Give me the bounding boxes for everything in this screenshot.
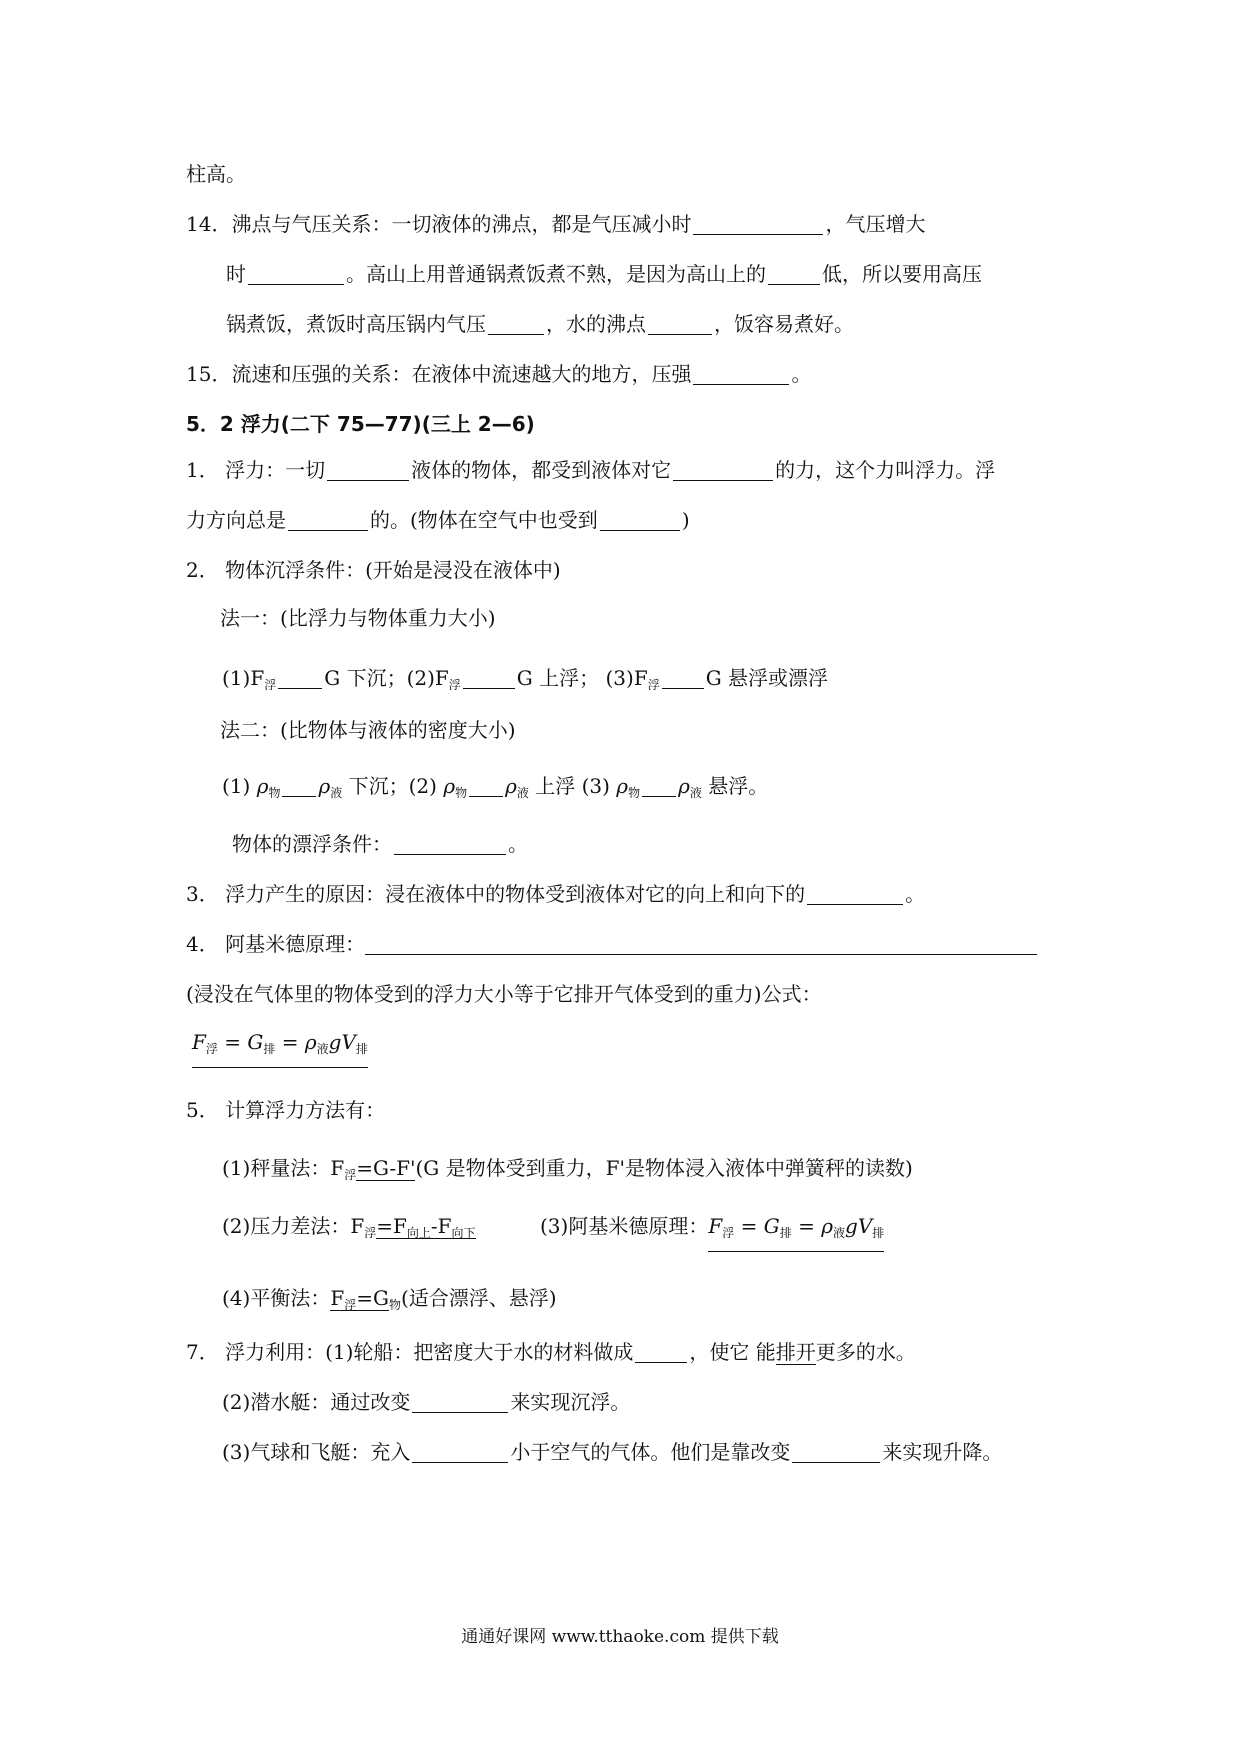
blank — [662, 668, 704, 689]
blank — [282, 776, 316, 797]
formula-underlined: $F_浮 = G_排 = \rho_液gV_排$ — [192, 1028, 368, 1068]
blank — [600, 510, 680, 531]
archimedes-formula — [192, 1028, 368, 1068]
floating-condition: 物体的漂浮条件： 。 — [232, 832, 528, 856]
page-footer: 通通好课网 www.tthaoke.com 提供下载 — [461, 1627, 779, 1647]
item-4: 4． 阿基米德原理： — [186, 930, 1037, 958]
method-2-title: 法二：(比物体与液体的密度大小) — [220, 718, 516, 742]
blank — [673, 460, 773, 481]
blank — [278, 668, 322, 689]
blank — [288, 510, 368, 531]
blank — [768, 264, 820, 285]
text-line: 柱高。 — [186, 162, 246, 186]
blank — [807, 884, 903, 905]
blank — [394, 834, 506, 855]
blank — [327, 460, 409, 481]
method-weighing: (1)秤量法：$F_浮=G-F'(G$ 是物体受到重力，F'是物体浸入液体中弹簧秤的读数) — [222, 1156, 913, 1182]
blank — [412, 1442, 508, 1463]
formula-underlined: $F_浮 = G_排 = \rho_液gV_排$ — [708, 1212, 884, 1252]
blank — [642, 776, 676, 797]
blank — [365, 934, 1037, 955]
blank — [693, 364, 789, 385]
item-4-note: (浸没在气体里的物体受到的浮力大小等于它排开气体受到的重力)公式： — [186, 982, 822, 1006]
method-balance: (4)平衡法：$F_浮=G_物$(适合漂浮、悬浮) — [222, 1286, 557, 1312]
blank — [635, 1342, 687, 1363]
item-2: 2． 物体沉浮条件：(开始是浸没在液体中) — [186, 558, 561, 582]
blank — [469, 776, 503, 797]
blank — [648, 314, 712, 335]
item-14-line-3: 锅煮饭，煮饭时高压锅内气压 ，水的沸点 ，饭容易煮好。 — [226, 312, 854, 336]
item-7-line-2: (2)潜水艇：通过改变 来实现沉浮。 — [222, 1390, 631, 1414]
blank — [412, 1392, 508, 1413]
item-15: 15．流速和压强的关系：在液体中流速越大的地方，压强 。 — [186, 362, 812, 386]
item-14-line-2: 时 。高山上用普通锅煮饭煮不熟，是因为高山上的 低，所以要用高压 — [226, 262, 982, 286]
method-2-conditions: (1) $\rho_物$ $\rho_液$ 下沉；(2) $\rho_物$ $\rho_液$ 上浮 (3) $\rho_物$ $\rho_液$ 悬浮。 — [222, 774, 769, 800]
method-1-title: 法一：(比浮力与物体重力大小) — [220, 606, 496, 630]
method-1-conditions: $(1)F_浮$ G 下沉；$(2)F_浮$ G 上浮； $(3)F_浮$ G 悬浮或漂浮 — [222, 666, 829, 692]
section-heading: 5．2 浮力(二下 75—77)(三上 2—6) — [186, 412, 535, 436]
item-14-line-1: 14．沸点与气压关系：一切液体的沸点，都是气压减小时 ，气压增大 — [186, 212, 926, 236]
blank — [488, 314, 544, 335]
blank — [792, 1442, 880, 1463]
method-pressure-difference: (2)压力差法：$F_浮=F_{向上}-F_{向下}$ — [222, 1214, 476, 1240]
blank — [248, 264, 344, 285]
method-archimedes: (3)阿基米德原理：$F_浮 = G_排 = \rho_液gV_排$ — [540, 1212, 884, 1252]
item-7-line-3: (3)气球和飞艇：充入 小于空气的气体。他们是靠改变 来实现升降。 — [222, 1440, 1003, 1464]
blank — [693, 214, 823, 235]
item-1-line-1: 1． 浮力：一切 液体的物体，都受到液体对它 的力，这个力叫浮力。浮 — [186, 458, 996, 482]
item-7-line-1: 7． 浮力利用：(1)轮船：把密度大于水的材料做成 ，使它 能排开更多的水。 — [186, 1340, 916, 1364]
blank — [463, 668, 515, 689]
item-1-line-2: 力方向总是 的。(物体在空气中也受到 ) — [186, 508, 690, 532]
item-3: 3． 浮力产生的原因：浸在液体中的物体受到液体对它的向上和向下的 。 — [186, 882, 926, 906]
item-5: 5． 计算浮力方法有： — [186, 1098, 386, 1122]
